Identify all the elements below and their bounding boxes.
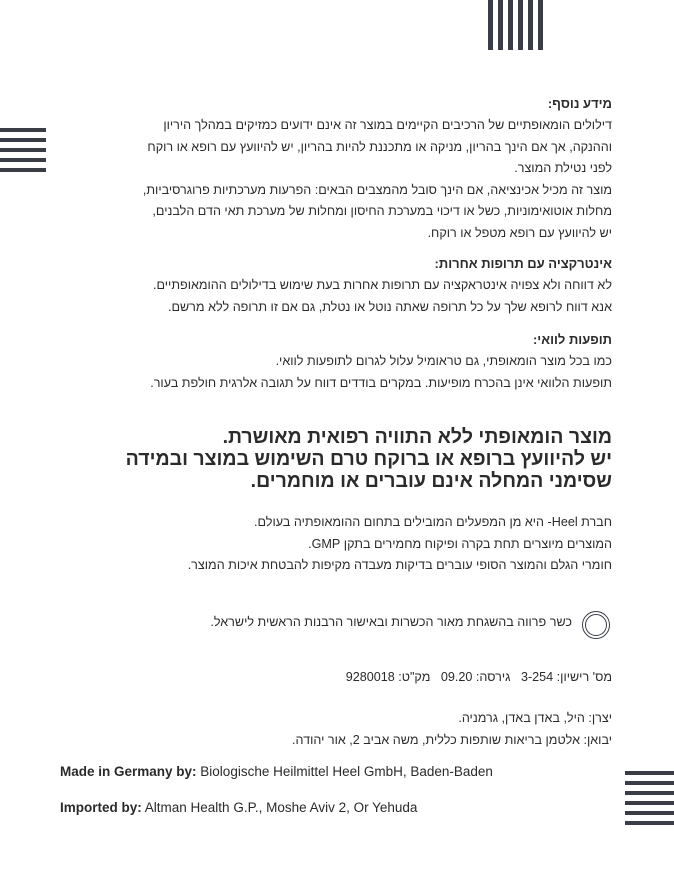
interactions-text: לא דווחה ולא צפויה אינטראקציה עם תרופות אחרות בעת שימוש בדילולים ההומאופתיים. אנא דווח לרופא שלך על כל תרופה שאתה נוטל או נטלת, גם אם זו תרופה ללא מרשם. <box>152 278 612 314</box>
additional-info-text: דילולים הומאופתיים של הרכיבים הקיימים במוצר זה אינם ידועים כמזיקים במהלך היריון וההנקה, אך אם הינך בהריון, מניקה או מתכננת להיות בהריון, יש להיוועץ עם רופא או רוקח לפני נטילת המוצר. מוצר זה מכיל אכינציאה, אם הינך סובל מהמצבים הבאים: הפרעות מערכתיות פרוגרסיביות, מחלות אוטואימוניות, כשל או דיכוי במערכת החיסון ומחלות של מערכת תאי הדם הלבנים, יש להיוועץ עם רופא מטפל או רוקח. <box>142 118 612 240</box>
side-effects-heading: תופעות לוואי: <box>532 332 612 347</box>
additional-info-section <box>40 94 612 245</box>
registration-info: מס' רישיון: 3-254 גירסה: 09.20 מק"ט: 9280018 <box>345 670 612 684</box>
interactions-heading: אינטרקציה עם תרופות אחרות: <box>434 256 612 271</box>
made-in-label: Made in Germany by: <box>60 764 197 779</box>
additional-info-heading: מידע נוסף: <box>547 96 612 111</box>
imported-by-value: Altman Health G.P., Moshe Aviv 2, Or Yehuda <box>141 800 418 815</box>
imported-by-line <box>60 800 417 815</box>
kosher-text: כשר פרווה בהשגחת מאור הכשרות ובאישור הרבנות הראשית לישראל. <box>210 615 572 629</box>
kosher-seal-icon <box>582 611 610 639</box>
side-effects-section <box>40 330 612 394</box>
right-stripes-decoration <box>625 771 674 825</box>
interactions-section <box>40 254 612 318</box>
top-barcode-decoration <box>488 0 543 50</box>
imported-by-label: Imported by: <box>60 800 142 815</box>
side-effects-text: כמו בכל מוצר הומאופתי, גם טראומיל עלול לגרום לתופעות לוואי. תופעות הלוואי אינן בהכרח מופיעות. במקרים בודדים דווח על תגובה אלרגית חולפת בעור. <box>150 354 612 390</box>
made-in-value: Biologische Heilmittel Heel GmbH, Baden-Baden <box>196 764 493 779</box>
company-info: חברת Heel- היא מן המפעלים המובילים בתחום ההומאופתיה בעולם. המוצרים מיוצרים תחת בקרה ופיקוח מחמירים בתקן GMP. חומרי הגלם והמוצר הסופי עוברים בדיקות מעבדה מקיפות להבטחת איכות המוצר. <box>187 515 612 573</box>
manufacturer-info: יצרן: היל, באדן באדן, גרמניה. יבואן: אלטמן בריאות שותפות כללית, משה אביב 2, אור יהודה. <box>292 711 612 747</box>
made-in-line <box>60 764 493 779</box>
warning-block: מוצר הומאופתי ללא התוויה רפואית מאושרת. יש להיוועץ ברופא או ברוקח טרם השימוש במוצר ובמידה שסימני המחלה אינם עוברים או מוחמרים. <box>125 426 612 492</box>
